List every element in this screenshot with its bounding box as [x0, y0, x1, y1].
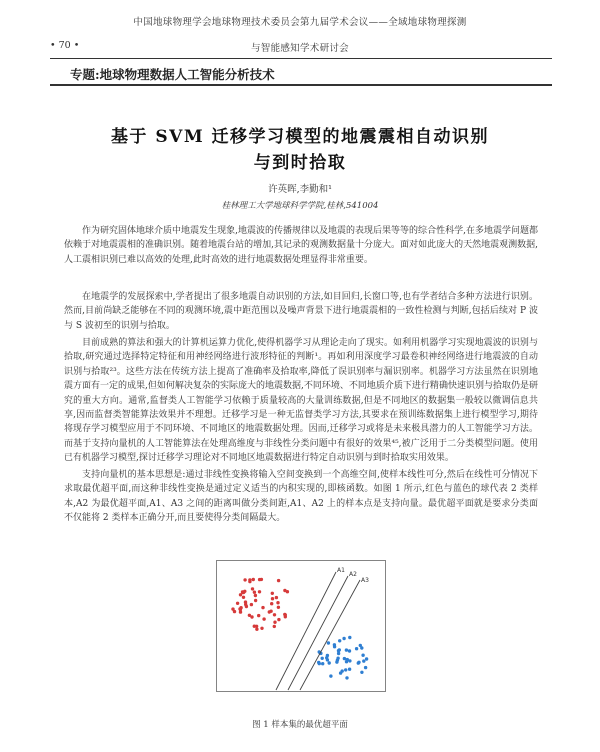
red-sample-dot	[273, 621, 276, 624]
red-sample-dot	[273, 613, 276, 616]
paper-title-line1: 基于 SVM 迁移学习模型的地震震相自动识别	[110, 127, 490, 147]
blue-sample-dot	[341, 669, 344, 672]
blue-sample-dot	[355, 647, 358, 650]
blue-sample-dot	[348, 659, 351, 662]
label-a1: A1	[337, 567, 345, 574]
paper-title-line2: 与到时拾取	[253, 153, 347, 173]
red-sample-dot	[284, 615, 287, 618]
red-sample-dot	[244, 603, 247, 606]
red-sample-dot	[253, 591, 256, 594]
blue-sample-dot	[328, 661, 331, 664]
red-sample-dot	[262, 617, 265, 620]
blue-sample-dot	[342, 637, 345, 640]
blue-sample-dot	[317, 661, 320, 664]
red-sample-dot	[270, 602, 273, 605]
red-sample-dot	[258, 590, 261, 593]
affiliation: 桂林理工大学地球科学学院,桂林,541004	[221, 201, 379, 211]
red-sample-dot	[252, 578, 255, 581]
red-sample-dot	[248, 578, 251, 581]
blue-sample-dot	[321, 662, 324, 665]
paragraph-3: 目前成熟的算法和强大的计算机运算力优化,使得机器学习从理论走向了现实。如利用机器学习实现地震波的识别与拾取,研究通过选择特定特征和用神经网络进行波形特征的判断¹。再如利用深度学习最卷积神经网络进行地震波的自动识别与拾取²³。这些方法在传统方法上提高了准确率及拾取率,降低了误识别率与漏识别率。机器学习方法虽然在识别地震方面有一定的成果,但如何解决复杂的实际庞大的地震数据,不同环境、不同地质介质下进行精确快速识别与拾取仍是研究的重大方向。通常,监督类人工智能学习依赖于质量较高的大量训练数据,但是不同地区的数据集一般较以微调信息共享,因而监督类智能算法效果并不理想。迁移学习是一种无监督类学习方法,其要求在预训练数据集上进行模型学习,期待将现存学习模型应用于不同环境、不同地区的地震数据处理。因而,迁移学习或将是未来极具潜力的人工智能学习方法。而基于支持向量机的人工智能算法在处理高维度与非线性分类问题中有很好的效果⁴⁵,被广泛用于二分类模型问题。使用已有机器学习模型,探讨迁移学习理论对不同地区地震数据进行特定自动识别与到时拾取实用效果。	[64, 338, 538, 464]
conference-header-line2: 与智能感知学术研讨会	[250, 43, 349, 54]
red-sample-dot	[260, 627, 263, 630]
red-sample-dot	[255, 628, 258, 631]
label-a2: A2	[349, 571, 357, 578]
blue-sample-dot	[338, 639, 341, 642]
red-sample-dot	[283, 589, 286, 592]
red-sample-dot	[251, 587, 254, 590]
red-sample-dot	[239, 606, 242, 609]
red-sample-dot	[254, 594, 257, 597]
blue-sample-dot	[327, 641, 330, 644]
red-sample-dot	[277, 618, 280, 621]
red-sample-dot	[273, 625, 276, 628]
paragraph-4: 支持向量机的基本思想是:通过非线性变换将输入空间变换到一个高维空间,使样本线性可分,然后在线性可分情况下求取最优超平面,而这种非线性变换是通过定义适当的内积实现的,即核函数。如图 1 所示,红色与蓝色的球代表 2 类样本,A2 为最优超平面,A1、A3 之间的距离叫做分类间距,A1、A2 上的样本点是支持向量。最优超平面就是要求分类面不仅能将 2 类样本正确分开,而且要使得分类间隔最大。	[64, 470, 538, 524]
blue-sample-dot	[348, 649, 351, 652]
figure-caption: 图 1 样本集的最优超平面	[252, 720, 348, 730]
blue-sample-dot	[343, 657, 346, 660]
red-sample-dot	[276, 601, 279, 604]
red-sample-dot	[231, 607, 234, 610]
blue-sample-dot	[325, 656, 328, 659]
blue-sample-dot	[362, 659, 365, 662]
blue-sample-dot	[364, 666, 367, 669]
paragraph-1: 作为研究固体地球介质中地震发生现象,地震波的传播规律以及地震的表现后果等等的综合性科学,在多地震学问题都依赖于对地震震相的准确识别。随着地震台站的增加,其记录的观测数据量十分庞大。面对如此庞大的天然地震观测数据,人工震相识别已难以高效的处理,此时高效的进行地震数据处理显得非常重要。	[64, 226, 538, 265]
blue-sample-dot	[348, 636, 351, 639]
blue-sample-dot	[345, 648, 348, 651]
conference-header-line1: 中国地球物理学会地球物理技术委员会第九届学术会议——全域地球物理探测	[133, 17, 467, 28]
blue-sample-dot	[338, 648, 341, 651]
header-rule-thick	[50, 84, 552, 86]
red-sample-dot	[241, 590, 244, 593]
blue-sample-dot	[333, 645, 336, 648]
paragraph-2: 在地震学的发展探索中,学者提出了很多地震自动识别的方法,如目回归,长窗口等,也有学者结合多种方法进行识别。然而,目前尚缺乏能够在不同的观测环境,震中距范围以及噪声背景下进行地震震相的一致性检测与判断,包括后续对 P 波与 S 波初至的识别与拾取。	[64, 292, 538, 331]
red-sample-dot	[255, 625, 258, 628]
blue-sample-dot	[348, 668, 351, 671]
topic-heading: 专题:地球物理数据人工智能分析技术	[70, 67, 275, 82]
blue-sample-dot	[344, 668, 347, 671]
page-number: • 70 •	[50, 40, 80, 51]
header-rule-thin	[50, 58, 552, 59]
label-a3: A3	[361, 577, 369, 584]
svm-hyperplane-figure	[216, 560, 386, 692]
blue-sample-dot	[360, 671, 363, 674]
red-sample-dot	[243, 578, 246, 581]
blue-sample-dot	[336, 659, 339, 662]
blue-sample-dot	[365, 657, 368, 660]
red-sample-dot	[277, 579, 280, 582]
blue-sample-dot	[345, 676, 348, 679]
red-sample-dot	[261, 606, 264, 609]
red-sample-dot	[250, 603, 253, 606]
red-sample-dot	[275, 596, 278, 599]
red-sample-dot	[254, 599, 257, 602]
red-sample-dot	[257, 614, 260, 617]
red-sample-dot	[250, 615, 253, 618]
authors: 许英晖,李勤和¹	[268, 184, 332, 195]
blue-sample-dot	[359, 644, 362, 647]
red-sample-dot	[271, 597, 274, 600]
red-sample-dot	[268, 610, 271, 613]
blue-sample-dot	[329, 674, 332, 677]
red-sample-dot	[258, 578, 261, 581]
blue-sample-dot	[357, 661, 360, 664]
red-sample-dot	[277, 606, 280, 609]
blue-sample-dot	[321, 657, 324, 660]
red-sample-dot	[236, 602, 239, 605]
blue-sample-dot	[361, 654, 364, 657]
red-sample-dot	[242, 596, 245, 599]
red-sample-dot	[271, 592, 274, 595]
